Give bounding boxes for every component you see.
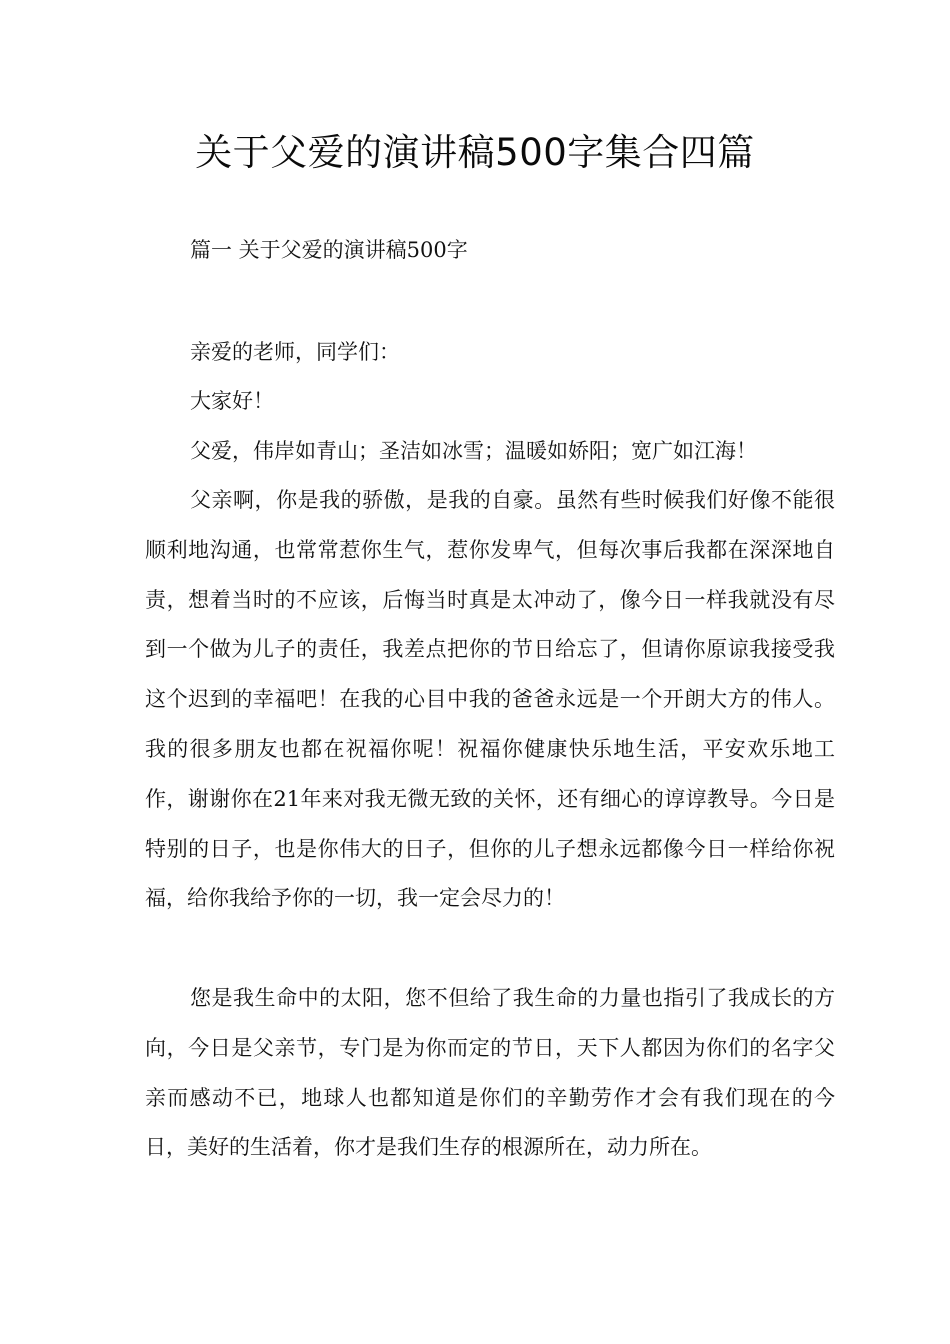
body-paragraph-2: 您是我生命中的太阳，您不但给了我生命的力量也指引了我成长的方向，今日是父亲节，专门是为你而定的节日，天下人都因为你们的名字父亲而感动不已，地球人也都知道是你们的辛勤劳作才会有我们现在的今日，美好的生活着，你才是我们生存的根源所在，动力所在。 [145,986,835,1160]
intro-line: 父爱，伟岸如青山；圣洁如冰雪；温暖如娇阳；宽广如江海！ [190,439,757,463]
section-heading: 篇一 关于父爱的演讲稿500字 [190,238,468,262]
document-title: 关于父爱的演讲稿500字集合四篇 [195,131,755,174]
salutation-line: 大家好！ [190,389,274,413]
body-paragraph-1: 父亲啊，你是我的骄傲，是我的自豪。虽然有些时候我们好像不能很顺利地沟通，也常常惹你生气，惹你发卑气，但每次事后我都在深深地自责，想着当时的不应该，后悔当时真是太冲动了，像今日一样我就没有尽到一个做为儿子的责任，我差点把你的节日给忘了，但请你原谅我接受我这个迟到的幸福吧！在我的心目中我的爸爸永远是一个开朗大方的伟人。我的很多朋友也都在祝福你呢！祝福你健康快乐地生活，平安欢乐地工作，谢谢你在21年来对我无微无致的关怀，还有细心的谆谆教导。今日是特别的日子，也是你伟大的日子，但你的儿子想永远都像今日一样给你祝福，给你我给予你的一切，我一定会尽力的！ [145,488,835,911]
greeting-line: 亲爱的老师，同学们： [190,340,400,364]
